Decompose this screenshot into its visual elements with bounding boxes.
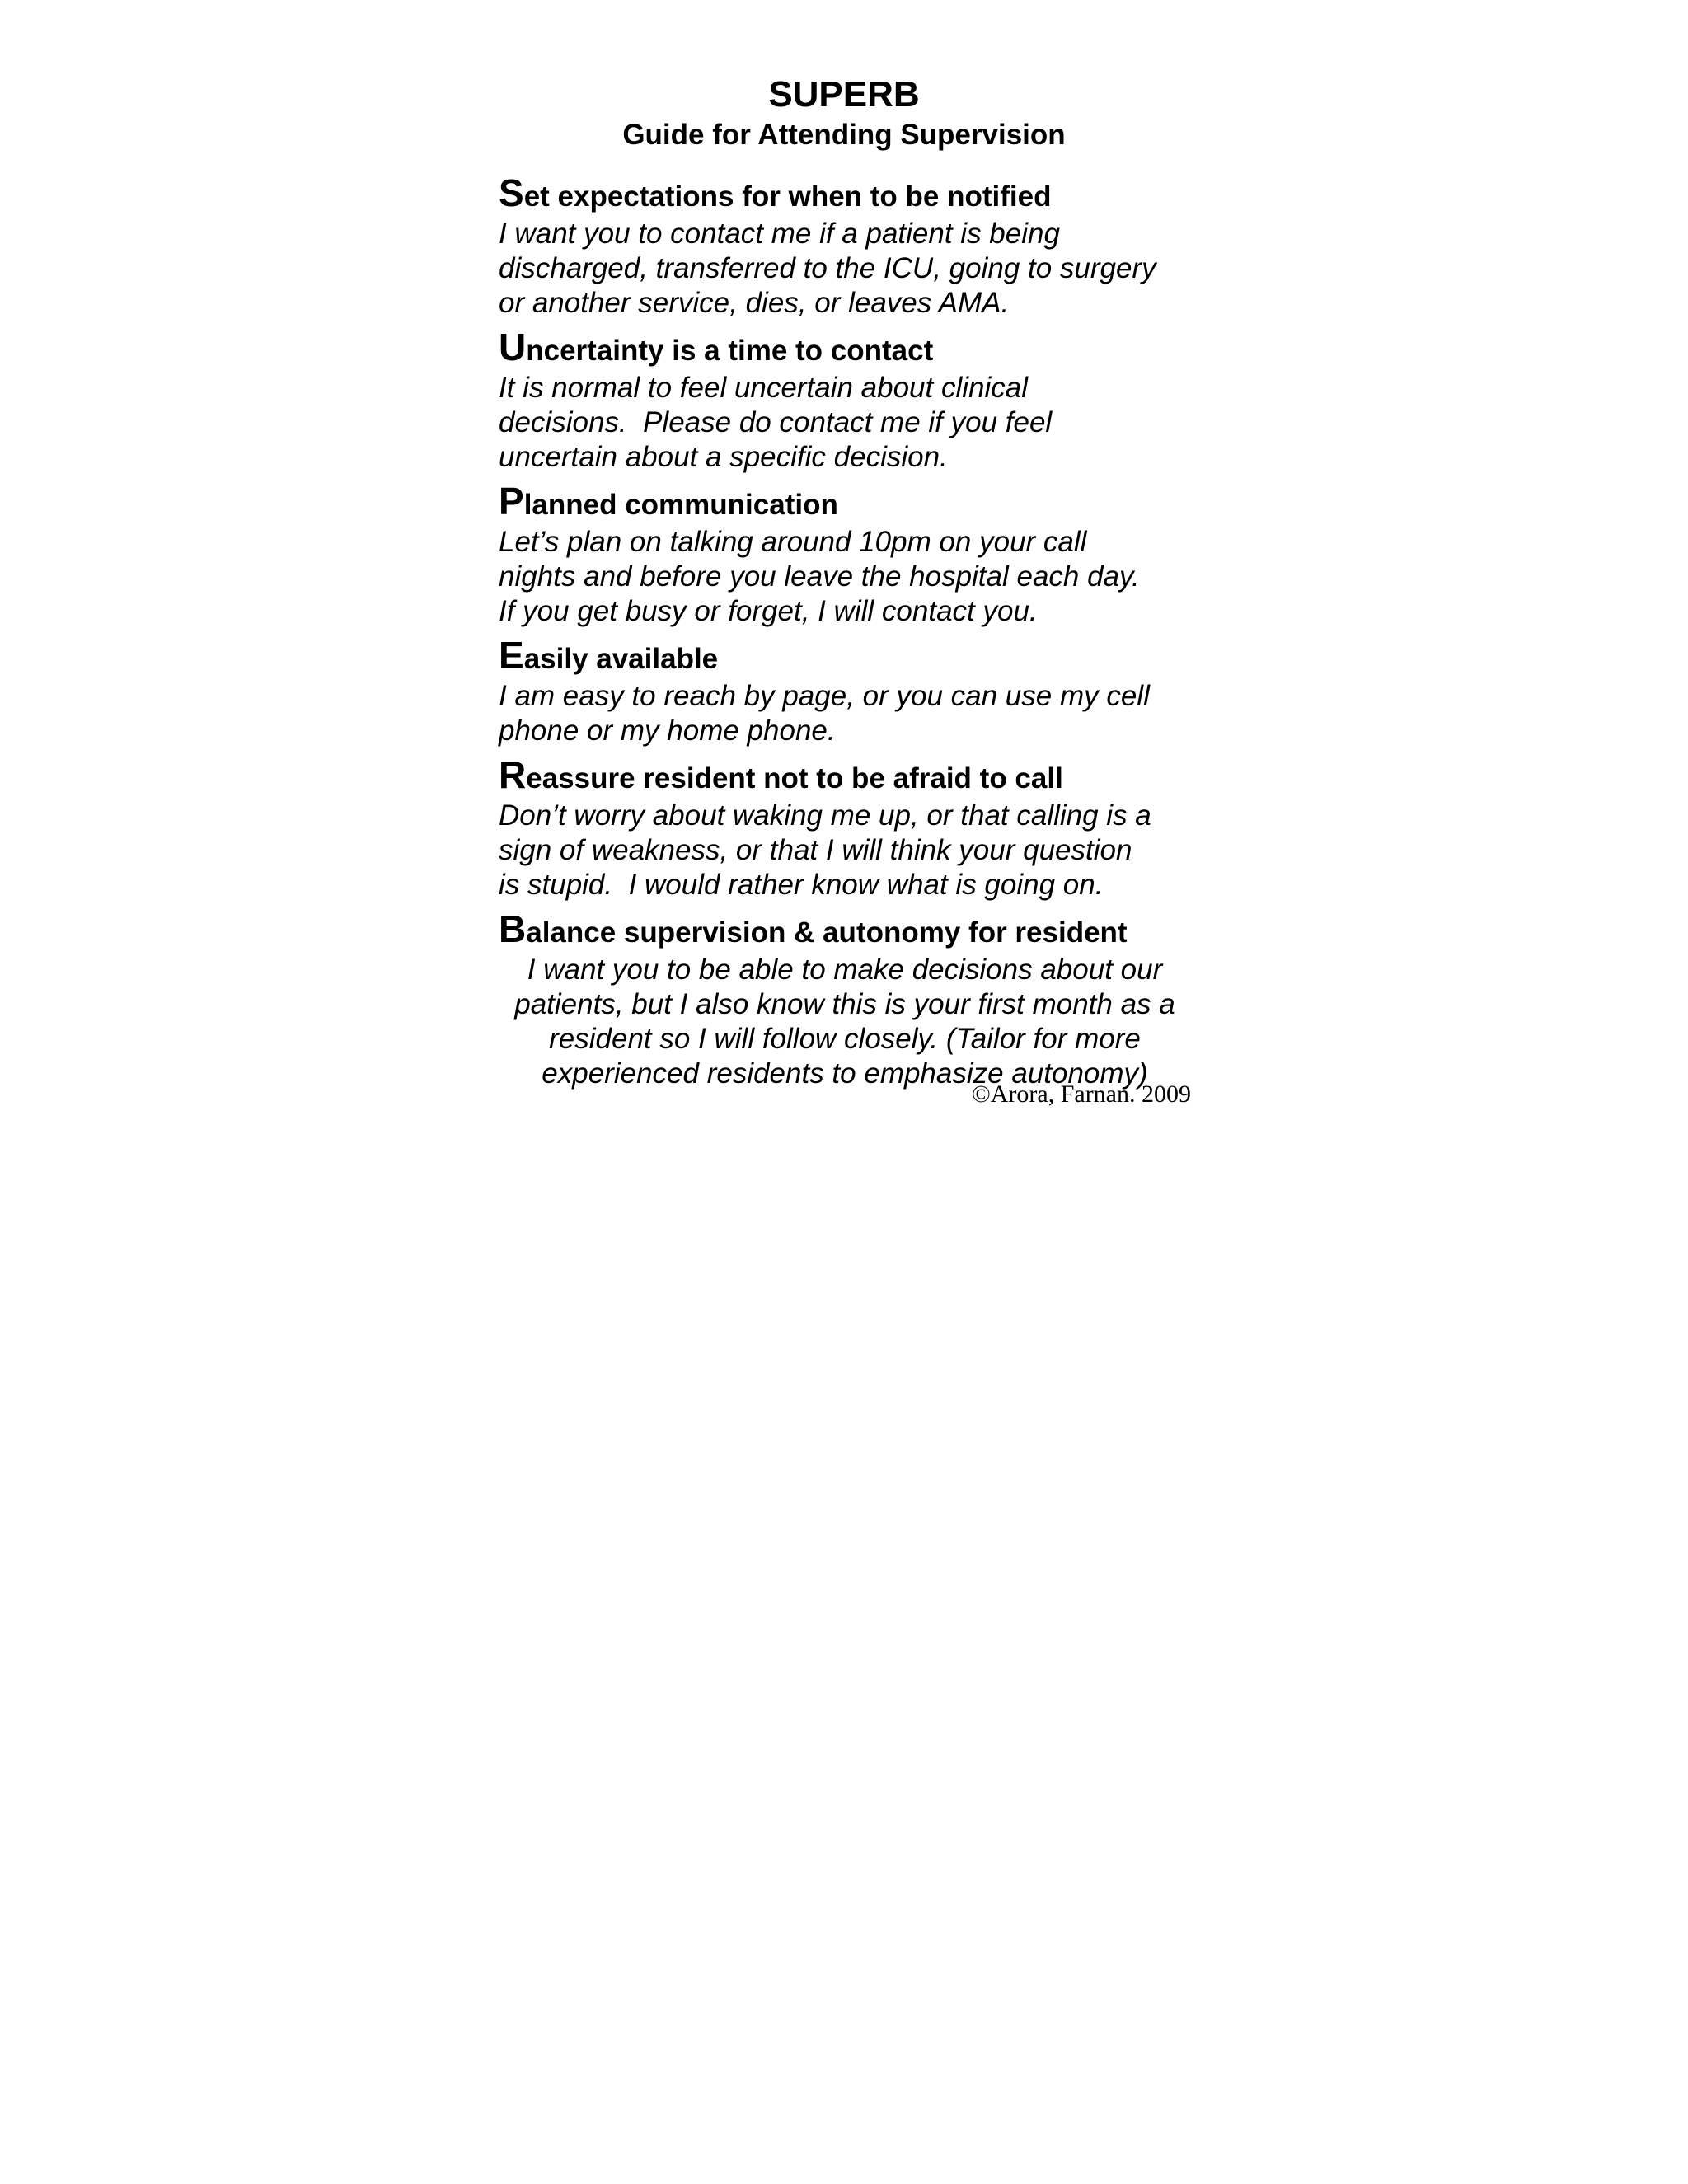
body-line: decisions. Please do contact me if you feel — [499, 406, 1053, 438]
heading-initial: E — [499, 634, 524, 677]
body-line: I am easy to reach by page, or you can use my cell — [499, 680, 1150, 712]
heading-text: ncertainty is a time to contact — [526, 335, 934, 367]
section-reassure — [499, 755, 1191, 902]
section-uncertainty — [499, 327, 1191, 475]
body-line: experienced residents to emphasize autonomy) — [542, 1057, 1148, 1090]
section-body — [499, 799, 1191, 902]
section-body — [499, 953, 1191, 1091]
body-line: nights and before you leave the hospital each day. — [499, 560, 1140, 593]
body-line: Let’s plan on talking around 10pm on your call — [499, 526, 1087, 558]
section-body — [499, 525, 1191, 629]
body-line: or another service, dies, or leaves AMA. — [499, 287, 1010, 319]
body-line: I want you to be able to make decisions about our — [527, 954, 1163, 986]
body-line: discharged, transferred to the ICU, going to surgery — [499, 252, 1156, 284]
section-body — [499, 679, 1191, 748]
heading-text: asily available — [523, 643, 719, 675]
heading-initial: P — [499, 480, 524, 523]
body-line: is stupid. I would rather know what is going on. — [499, 869, 1104, 901]
heading-text: lanned communication — [523, 489, 838, 521]
body-line: Don’t worry about waking me up, or that calling is a — [499, 799, 1151, 832]
heading-initial: B — [499, 907, 527, 950]
section-body — [499, 371, 1191, 475]
section-set-expectations — [499, 173, 1191, 321]
sections-container — [499, 173, 1191, 1098]
heading-initial: S — [499, 171, 524, 214]
section-heading — [499, 173, 1191, 217]
document-title: SUPERB — [768, 74, 920, 115]
section-planned-communication — [499, 481, 1191, 629]
copyright-notice: ©Arora, Farnan. 2009 — [971, 1080, 1191, 1108]
body-line: phone or my home phone. — [499, 715, 836, 747]
section-easily-available — [499, 635, 1191, 748]
document-subtitle: Guide for Attending Supervision — [622, 119, 1066, 151]
body-line: If you get busy or forget, I will contact you. — [499, 595, 1038, 627]
section-heading — [499, 909, 1191, 953]
body-line: resident so I will follow closely. (Tailor for more — [549, 1023, 1141, 1055]
heading-text: eassure resident not to be afraid to call — [526, 762, 1063, 794]
body-line: patients, but I also know this is your first month as a — [514, 988, 1175, 1020]
heading-initial: R — [499, 753, 527, 796]
section-heading — [499, 481, 1191, 525]
heading-text: alance supervision & autonomy for resident — [526, 916, 1128, 949]
body-line: uncertain about a specific decision. — [499, 441, 948, 473]
heading-text: et expectations for when to be notified — [523, 180, 1052, 213]
section-body — [499, 217, 1191, 321]
body-line: I want you to contact me if a patient is being — [499, 218, 1060, 250]
section-heading — [499, 635, 1191, 679]
body-line: It is normal to feel uncertain about clinical — [499, 372, 1028, 404]
section-heading — [499, 755, 1191, 799]
section-balance — [499, 909, 1191, 1091]
heading-initial: U — [499, 326, 527, 368]
body-line: sign of weakness, or that I will think your question — [499, 834, 1132, 866]
section-heading — [499, 327, 1191, 371]
